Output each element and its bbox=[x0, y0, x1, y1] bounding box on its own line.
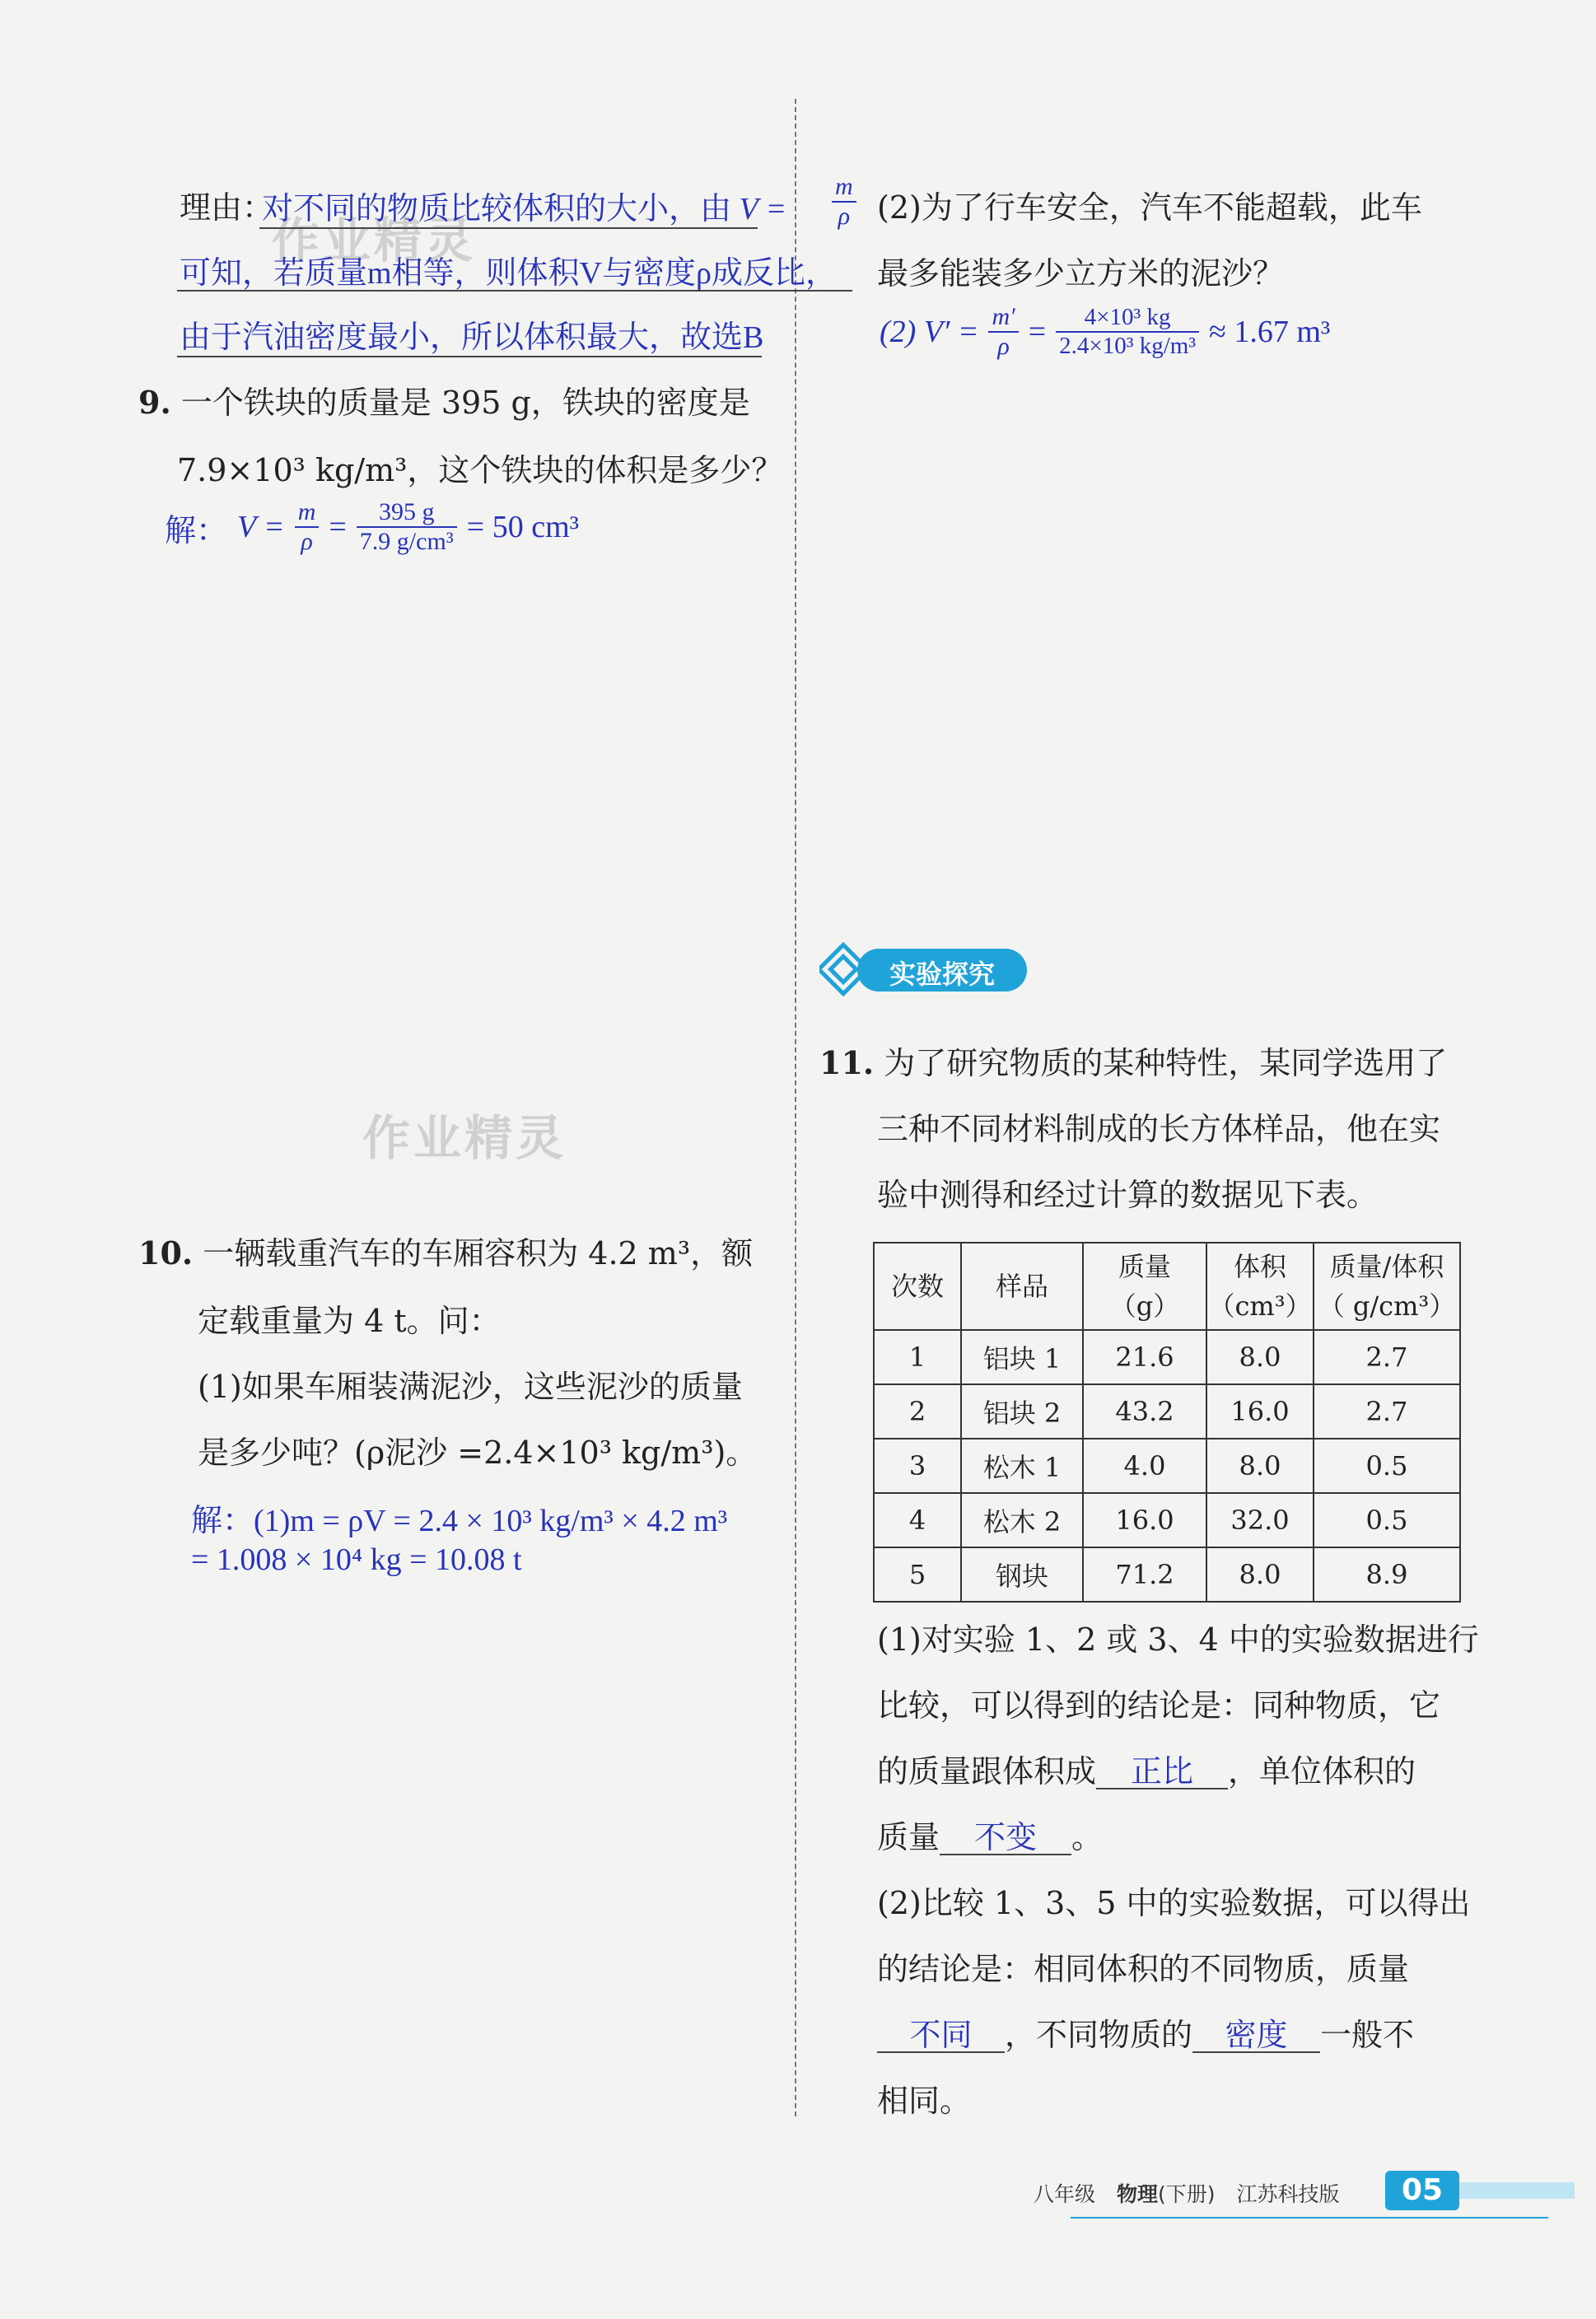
reason-text-1: 对不同的物质比较体积的大小，由 bbox=[262, 192, 732, 226]
answer-blank-text: 不同 bbox=[909, 2018, 973, 2053]
answer-blank-text: 正比 bbox=[1131, 1755, 1194, 1789]
question-11-part-2-line-1: (2)比较 1、3、5 中的实验数据，可以得出 bbox=[877, 1885, 1471, 1921]
q9-answer-v: V = bbox=[237, 510, 285, 544]
table-cell: 4.0 bbox=[1083, 1439, 1206, 1493]
data-table bbox=[873, 1242, 1461, 1603]
question-10-answer-1: 解：(1)m = ρV = 2.4 × 10³ kg/m³ × 4.2 m³ bbox=[191, 1504, 728, 1538]
footer-grade: 八年级 bbox=[1034, 2182, 1096, 2206]
question-11-number: 11. bbox=[819, 1044, 875, 1081]
question-10-part-1-line-1: (1)如果车厢装满泥沙，这些泥沙的质量 bbox=[198, 1369, 743, 1405]
table-header-cell: 质量 （g） bbox=[1083, 1243, 1206, 1330]
question-9-line-1: 一个铁块的质量是 395 g，铁块的密度是 bbox=[180, 385, 750, 421]
table-header-cell: 次数 bbox=[874, 1243, 961, 1330]
q11-p1-line4-end: 。 bbox=[1071, 1819, 1104, 1855]
q11-p1-line3-end: ，单位体积的 bbox=[1228, 1753, 1416, 1789]
table-cell: 8.0 bbox=[1206, 1439, 1314, 1493]
footer-accent-bar bbox=[1459, 2182, 1575, 2199]
reason-frac-den: ρ bbox=[838, 203, 851, 230]
table-cell: 16.0 bbox=[1206, 1384, 1314, 1439]
q9-fraction-2 bbox=[357, 498, 457, 556]
question-11-part-1-line-1: (1)对实验 1、2 或 3、4 中的实验数据进行 bbox=[877, 1621, 1479, 1658]
q9-equals: = bbox=[329, 510, 347, 544]
reason-label: 理由： bbox=[180, 189, 274, 226]
answer-blank bbox=[1096, 1756, 1228, 1789]
question-11 bbox=[819, 1044, 1448, 1081]
table-cell: 1 bbox=[874, 1330, 961, 1384]
table-cell: 钢块 bbox=[961, 1547, 1083, 1602]
page-footer bbox=[1034, 2178, 1340, 2208]
table-header-cell: 质量/体积 （ g/cm³） bbox=[1314, 1243, 1460, 1330]
question-9-answer bbox=[165, 498, 579, 556]
question-11-part-1-line-4 bbox=[877, 1819, 1104, 1855]
question-11-part-1-line-2: 比较，可以得到的结论是：同种物质，它 bbox=[877, 1687, 1441, 1724]
page-number: 05 bbox=[1401, 2173, 1444, 2207]
section-badge bbox=[819, 937, 1034, 1003]
table-row bbox=[874, 1439, 1460, 1493]
column-divider bbox=[795, 99, 796, 2116]
table-cell: 0.5 bbox=[1314, 1493, 1460, 1547]
q11-p1-line4-start: 质量 bbox=[877, 1819, 940, 1855]
q10-answer2-result: ≈ 1.67 m³ bbox=[1209, 315, 1331, 349]
watermark-top: 作业精灵 bbox=[272, 212, 477, 268]
table-row bbox=[874, 1493, 1460, 1547]
question-11-part-2-line-4: 相同。 bbox=[877, 2083, 972, 2119]
q10-answer2-frac2-den: 2.4×10³ kg/m³ bbox=[1059, 333, 1197, 359]
question-10-line-1: 一辆载重汽车的车厢容积为 4.2 m³，额 bbox=[203, 1235, 754, 1271]
answer-blank bbox=[1192, 2019, 1320, 2053]
table-cell: 0.5 bbox=[1314, 1439, 1460, 1493]
table-cell: 71.2 bbox=[1083, 1547, 1206, 1602]
question-10-part-1-line-2: 是多少吨？(ρ泥沙 =2.4×10³ kg/m³)。 bbox=[198, 1435, 758, 1471]
question-10-line-2: 定载重量为 4 t。问： bbox=[198, 1303, 501, 1339]
table-cell: 松木 1 bbox=[961, 1439, 1083, 1493]
q11-p1-line3-start: 的质量跟体积成 bbox=[877, 1753, 1097, 1789]
footer-subject: 物理 bbox=[1117, 2182, 1159, 2206]
question-11-part-1-line-3 bbox=[877, 1753, 1416, 1789]
question-11-line-1: 为了研究物质的某种特性，某同学选用了 bbox=[884, 1045, 1448, 1081]
q10-answer2-equals: = bbox=[1028, 315, 1047, 349]
table-header-row bbox=[874, 1243, 1460, 1330]
question-11-line-3: 验中测得和经过计算的数据见下表。 bbox=[877, 1177, 1379, 1213]
table-cell: 8.0 bbox=[1206, 1547, 1314, 1602]
table-cell: 5 bbox=[874, 1547, 961, 1602]
table-header-cell: 样品 bbox=[961, 1243, 1083, 1330]
q9-frac1-den: ρ bbox=[301, 528, 313, 555]
q10-answer2-prefix: (2) V′ = bbox=[880, 315, 979, 349]
section-title: 实验探究 bbox=[889, 959, 996, 990]
question-10-part-2-line-1: (2)为了行车安全，汽车不能超载，此车 bbox=[877, 189, 1422, 226]
answer-blank bbox=[940, 1822, 1071, 1855]
table-cell: 32.0 bbox=[1206, 1493, 1314, 1547]
question-11-line-2: 三种不同材料制成的长方体样品，他在实 bbox=[877, 1111, 1441, 1147]
table-cell: 2.7 bbox=[1314, 1384, 1460, 1439]
table-cell: 铝块 2 bbox=[961, 1384, 1083, 1439]
q10-answer2-frac2-num: 4×10³ kg bbox=[1056, 304, 1199, 333]
reason-formula: V = bbox=[739, 192, 787, 226]
table-row bbox=[874, 1330, 1460, 1384]
answer-blank-text: 不变 bbox=[974, 1821, 1038, 1855]
question-11-part-2-line-3 bbox=[877, 2019, 1414, 2053]
footer-subject-group bbox=[1117, 2178, 1216, 2208]
footer-rule bbox=[1071, 2217, 1548, 2219]
q11-p2-line3-end: 一般不 bbox=[1320, 2017, 1415, 2053]
table-cell: 4 bbox=[874, 1493, 961, 1547]
question-10-part-2-line-2: 最多能装多少立方米的泥沙？ bbox=[877, 255, 1285, 292]
reason-fraction bbox=[832, 173, 856, 231]
question-10 bbox=[138, 1234, 754, 1271]
table-cell: 8.9 bbox=[1314, 1547, 1460, 1602]
q9-result: = 50 cm³ bbox=[466, 510, 580, 544]
table-cell: 2 bbox=[874, 1384, 961, 1439]
question-9-number: 9. bbox=[138, 384, 171, 421]
reason-frac-num: m bbox=[832, 173, 856, 203]
footer-edition: 江苏科技版 bbox=[1236, 2182, 1340, 2206]
question-10-answer-2: = 1.008 × 10⁴ kg = 10.08 t bbox=[191, 1542, 522, 1577]
answer-blank-text: 密度 bbox=[1225, 2018, 1288, 2053]
q10-answer2-fraction-1 bbox=[988, 303, 1018, 361]
answer-blank bbox=[877, 2019, 1005, 2053]
question-10-answer-part-2 bbox=[880, 303, 1330, 361]
table-cell: 铝块 1 bbox=[961, 1330, 1083, 1384]
table-cell: 8.0 bbox=[1206, 1330, 1314, 1384]
page-number-badge bbox=[1385, 2171, 1459, 2210]
footer-volume: (下册) bbox=[1158, 2182, 1216, 2206]
table-cell: 16.0 bbox=[1083, 1493, 1206, 1547]
q10-answer2-frac1-num: m′ bbox=[988, 303, 1018, 333]
table-header-cell: 体积 （cm³） bbox=[1206, 1243, 1314, 1330]
question-11-part-2-line-2: 的结论是：相同体积的不同物质，质量 bbox=[877, 1951, 1410, 1987]
watermark-middle: 作业精灵 bbox=[362, 1110, 567, 1166]
table-cell: 21.6 bbox=[1083, 1330, 1206, 1384]
reason-answer-3: 由于汽油密度最小，所以体积最大，故选B bbox=[180, 320, 764, 355]
q11-p2-line3-middle: ，不同物质的 bbox=[1005, 2017, 1193, 2053]
q9-answer-prefix: 解： bbox=[165, 513, 228, 548]
question-9 bbox=[138, 384, 750, 421]
table-row bbox=[874, 1547, 1460, 1602]
table-cell: 43.2 bbox=[1083, 1384, 1206, 1439]
question-10-number: 10. bbox=[138, 1234, 194, 1271]
reason-answer-1 bbox=[262, 183, 786, 228]
table-cell: 3 bbox=[874, 1439, 961, 1493]
q9-frac2-den: 7.9 g/cm³ bbox=[359, 528, 454, 555]
reason-answer-2: 可知，若质量m相等，则体积V与密度ρ成反比， bbox=[180, 256, 837, 291]
q10-answer2-frac1-den: ρ bbox=[997, 333, 1010, 360]
q10-answer2-fraction-2 bbox=[1056, 304, 1199, 360]
table-cell: 松木 2 bbox=[961, 1493, 1083, 1547]
table-cell: 2.7 bbox=[1314, 1330, 1460, 1384]
q9-fraction-1 bbox=[295, 498, 320, 556]
q9-frac2-num: 395 g bbox=[357, 498, 457, 528]
question-9-line-2: 7.9×10³ kg/m³，这个铁块的体积是多少？ bbox=[177, 452, 783, 488]
table-row bbox=[874, 1384, 1460, 1439]
q9-frac1-num: m bbox=[295, 498, 320, 528]
